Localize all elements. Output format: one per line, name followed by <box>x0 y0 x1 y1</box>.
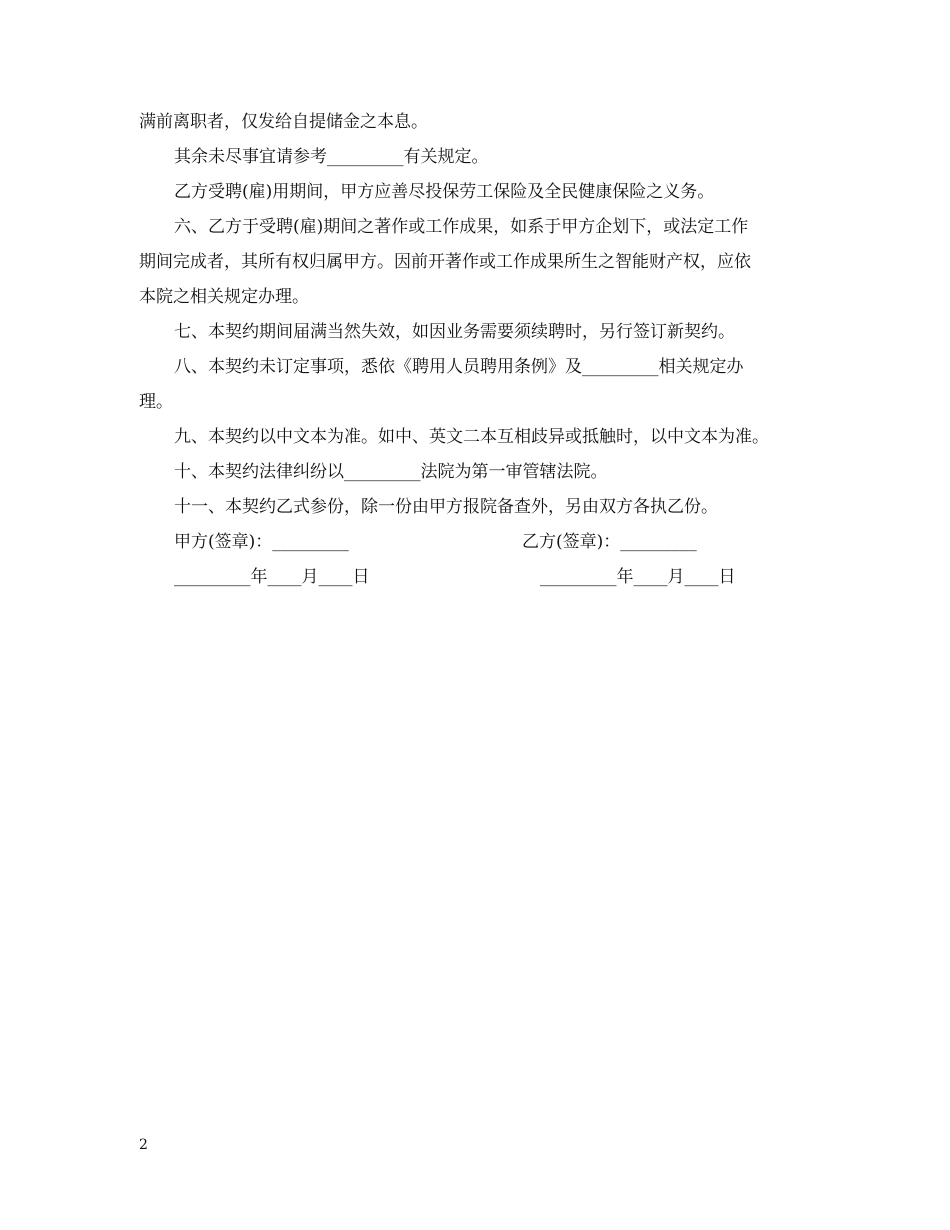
clause-eight-line: 理。 <box>139 392 173 412</box>
clause-seven-line: 七、本契约期间届满当然失效，如因业务需要须续聘时，另行签订新契约。 <box>174 322 735 342</box>
clause-six-line: 六、乙方于受聘(雇)期间之著作或工作成果，如系于甲方企划下，或法定工作 <box>174 217 749 237</box>
page-number: 2 <box>139 1137 148 1153</box>
contract-body <box>139 112 819 602</box>
party-b-signature: 乙方(签章)：_________ <box>522 532 697 552</box>
clause-nine-line: 九、本契约以中文本为准。如中、英文二本互相歧异或抵触时，以中文本为准。 <box>174 427 769 447</box>
paragraph-line: 乙方受聘(雇)用期间，甲方应善尽投保劳工保险及全民健康保险之义务。 <box>174 182 715 202</box>
clause-six-line: 本院之相关规定办理。 <box>139 287 309 307</box>
party-a-signature: 甲方(签章)：_________ <box>174 532 349 552</box>
clause-eight-line: 八、本契约未订定事项，悉依《聘用人员聘用条例》及_________相关规定办 <box>174 357 744 377</box>
clause-six-line: 期间完成者，其所有权归属甲方。因前开著作或工作成果所生之智能财产权，应依 <box>139 252 751 272</box>
signature-row <box>139 532 819 552</box>
paragraph-line: 满前离职者，仅发给自提储金之本息。 <box>139 112 428 132</box>
party-a-date: _________年____月____日 <box>174 567 370 587</box>
clause-ten-line: 十、本契约法律纠纷以_________法院为第一审管辖法院。 <box>174 462 608 482</box>
paragraph-line: 其余未尽事宜请参考_________有关规定。 <box>174 147 489 167</box>
clause-eleven-line: 十一、本契约乙式参份，除一份由甲方报院备查外，另由双方各执乙份。 <box>174 497 718 517</box>
party-b-date: _________年____月____日 <box>540 567 736 587</box>
date-row <box>139 567 819 587</box>
